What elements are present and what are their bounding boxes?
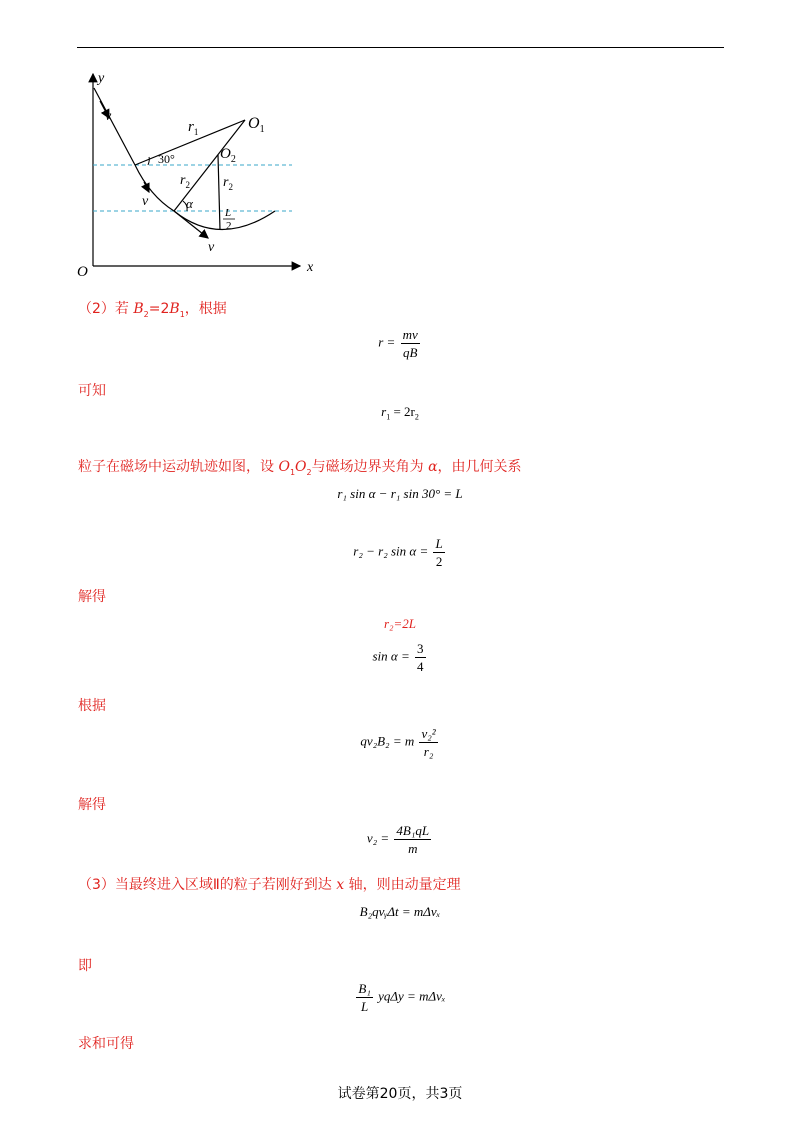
label-v-bottom: v [208, 240, 215, 255]
label-v-top: v [105, 109, 112, 124]
label-O1: $O_1$ [248, 115, 265, 135]
label-r2-left: $r_2$ [180, 173, 190, 190]
equation-momentum: B₂qvᵧΔt = mΔvₓ [359, 904, 441, 919]
motion-text: 粒子在磁场中运动轨迹如图，设 $O_1O_2$与磁场边界夹角为 α，由几何关系 [78, 459, 522, 477]
part3-intro: （3）当最终进入区域Ⅱ的粒子若刚好到达 x 轴，则由动量定理 [78, 877, 461, 893]
equation-r-mv-qb: r = $\frac{mv}{qB}$ [378, 327, 418, 360]
equation-geometry-1: r₁ sin α − r₁ sin 30° = L [337, 486, 463, 501]
equation-sin-alpha: sin α = $\frac{3}{4}$ [372, 641, 424, 674]
label-y: y [98, 71, 105, 86]
equation-force: qv₂B₂ = m $\frac{\text{v₂²}}{\text{r₂}}$ [360, 726, 436, 759]
label-two: 2 [226, 220, 232, 232]
text-jiede-1: 解得 [78, 589, 106, 605]
equation-sum: $\frac{\text{B₁}}{L}$ yqΔy = mΔvₓ [358, 981, 446, 1014]
label-O2: $O_2$ [220, 146, 236, 165]
text-qiuhe: 求和可得 [78, 1036, 134, 1052]
header-rule [77, 47, 724, 48]
label-v-mid: v [142, 194, 149, 209]
equation-r1-2r2: $r_1 = 2r_2$ [381, 404, 419, 422]
label-r1: $r_1$ [188, 119, 199, 137]
equation-v2: v₂ = $\frac{\text{4B₁qL}}{m}$ [366, 823, 430, 856]
text-ji: 即 [78, 958, 92, 974]
text-jiede-2: 解得 [78, 797, 106, 813]
equation-geometry-2: r₂ − r₂ sin α = $\frac{L}{2}$ [353, 536, 443, 569]
label-r2-right: $r_2$ [223, 175, 233, 192]
text-genju: 根据 [78, 698, 106, 714]
radius-r2-vertical [218, 155, 220, 230]
label-L: L [225, 207, 232, 219]
trajectory-figure [70, 68, 330, 280]
label-angle30: 30° [158, 152, 175, 166]
text-kezhi: 可知 [78, 383, 106, 399]
part2-intro: （2）若 $B_2=2B_1$，根据 [78, 301, 227, 319]
page-footer: 试卷第20页，共3页 [337, 1086, 463, 1102]
incoming-path [94, 88, 135, 165]
label-alpha: α [186, 196, 193, 211]
label-x: x [307, 260, 314, 275]
result-r2: r₂=2L [383, 616, 417, 631]
label-origin: O [77, 264, 88, 280]
arc-region-1 [135, 165, 174, 211]
